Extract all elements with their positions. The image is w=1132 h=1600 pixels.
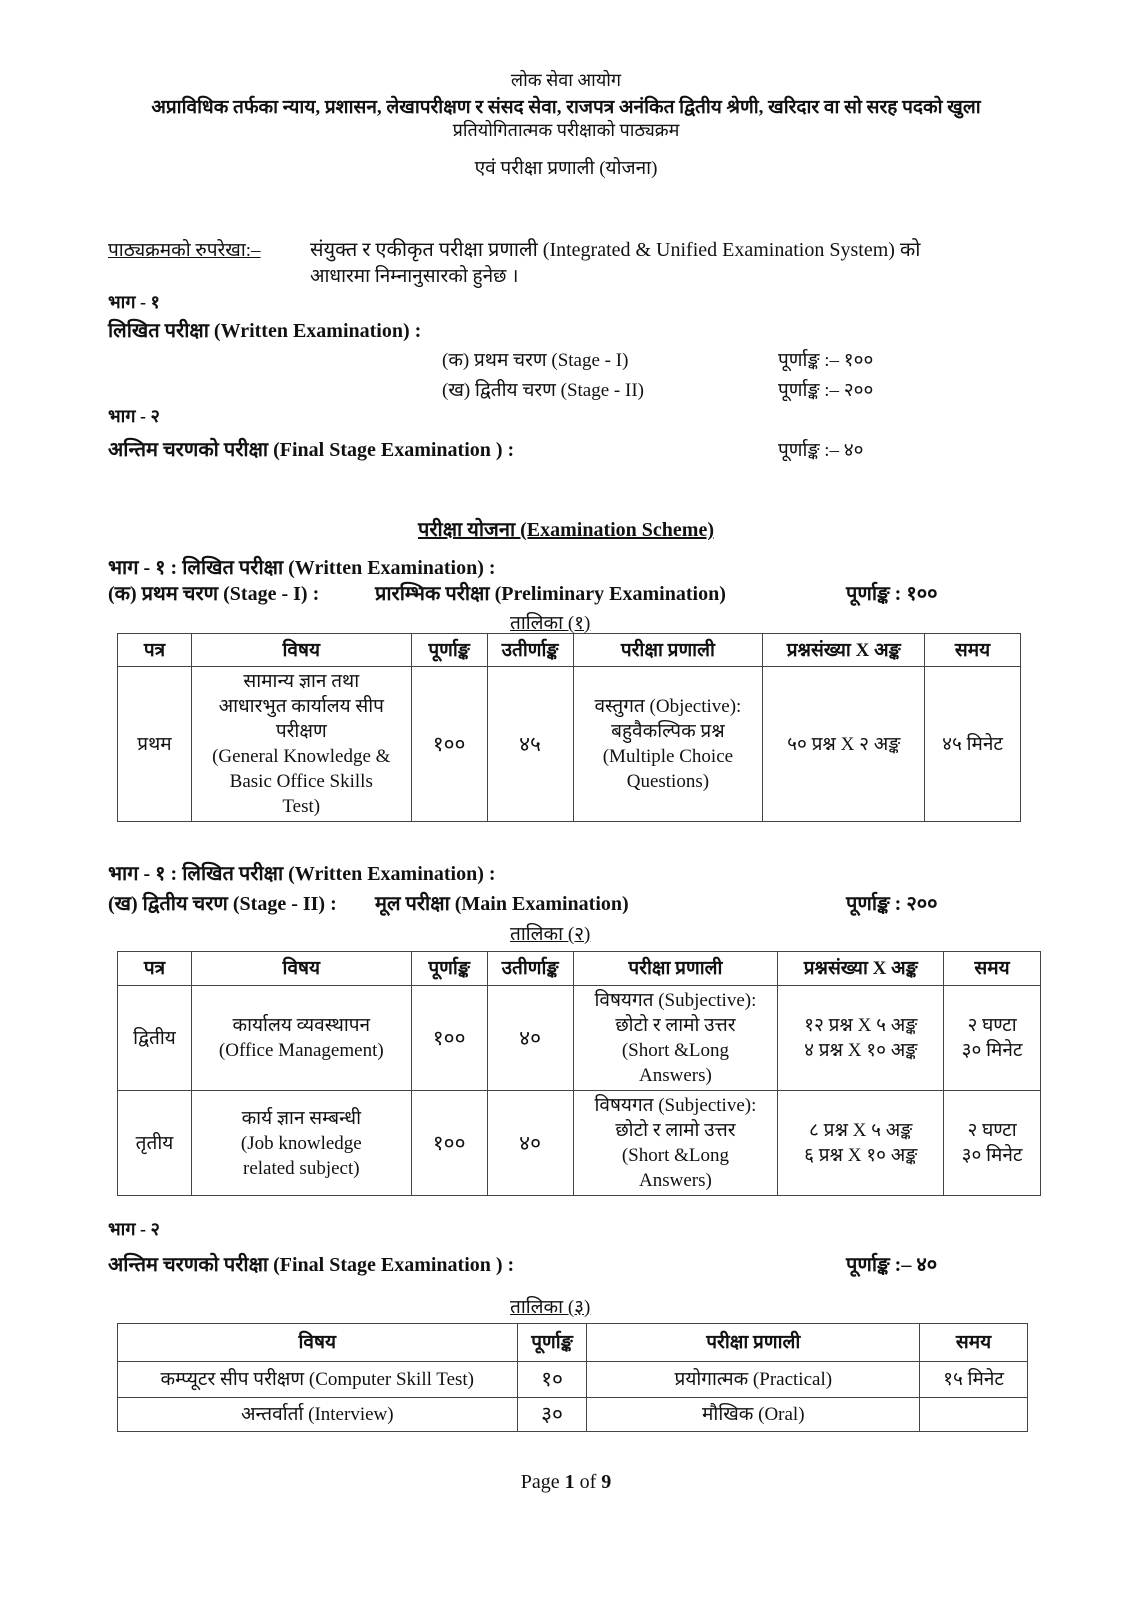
cell-subject bbox=[191, 986, 411, 1091]
cell-pass: ४० bbox=[487, 986, 573, 1091]
system-line: (Multiple Choice bbox=[602, 746, 734, 767]
written-exam-label: लिखित परीक्षा (Written Examination) : bbox=[108, 320, 422, 342]
cell-full: ३० bbox=[517, 1398, 587, 1432]
scheme-1-marks: पूर्णाङ्क : १०० bbox=[846, 583, 938, 605]
table-3-caption: तालिका (३) bbox=[510, 1297, 591, 1318]
cell-pass: ४० bbox=[487, 1091, 573, 1196]
cell-subject: अन्तर्वार्ता (Interview) bbox=[118, 1398, 518, 1432]
table-row bbox=[118, 1398, 1028, 1432]
stage-2-marks: पूर्णाङ्क :– २०० bbox=[778, 380, 874, 401]
system-line: (Short &Long bbox=[621, 1145, 729, 1166]
qmarks-line: ८ प्रश्न X ५ अङ्क bbox=[809, 1120, 913, 1141]
page-footer bbox=[0, 1471, 1132, 1494]
time-line: ३० मिनेट bbox=[961, 1040, 1023, 1061]
table-2 bbox=[117, 951, 1041, 1196]
header-line-3: प्रतियोगितात्मक परीक्षाको पाठ्यक्रम bbox=[452, 120, 680, 140]
th-pass: उतीर्णाङ्क bbox=[487, 634, 573, 667]
cell-full: १०० bbox=[411, 1091, 487, 1196]
th-paper: पत्र bbox=[118, 634, 192, 667]
subject-line: सामान्य ज्ञान तथा bbox=[243, 671, 360, 692]
cell-subject bbox=[191, 1091, 411, 1196]
table-row bbox=[118, 667, 1021, 822]
cell-time bbox=[944, 986, 1041, 1091]
cell-qmarks bbox=[778, 986, 944, 1091]
table-row bbox=[118, 986, 1041, 1091]
th-time: समय bbox=[944, 952, 1041, 986]
th-system: परीक्षा प्रणाली bbox=[573, 952, 778, 986]
cell-qmarks: ५० प्रश्न X २ अङ्क bbox=[763, 667, 925, 822]
table-1-caption: तालिका (१) bbox=[510, 613, 591, 634]
system-line: विषयगत (Subjective): bbox=[594, 1095, 757, 1116]
table-1 bbox=[117, 633, 1021, 822]
scheme-2-heading: भाग - १ : लिखित परीक्षा (Written Examination) : bbox=[108, 863, 496, 885]
subject-line: कार्यालय व्यवस्थापन bbox=[232, 1015, 371, 1036]
cell-time: ४५ मिनेट bbox=[925, 667, 1021, 822]
th-paper: पत्र bbox=[118, 952, 192, 986]
subject-line: कार्य ज्ञान सम्बन्धी bbox=[241, 1107, 362, 1129]
th-system: परीक्षा प्रणाली bbox=[587, 1324, 920, 1362]
scheme-1-stage: (क) प्रथम चरण (Stage - I) : bbox=[108, 583, 320, 605]
outline-text-1: संयुक्त र एकीकृत परीक्षा प्रणाली (Integrated & Unified Examination System) को bbox=[310, 239, 921, 261]
scheme-2-stage: (ख) द्वितीय चरण (Stage - II) : bbox=[108, 893, 337, 915]
subject-line: (General Knowledge & bbox=[212, 746, 391, 767]
scheme-3-marks: पूर्णाङ्क :– ४० bbox=[846, 1254, 938, 1276]
final-exam-label: अन्तिम चरणको परीक्षा (Final Stage Examination ) : bbox=[108, 439, 515, 461]
cell-subject bbox=[191, 667, 411, 822]
system-line: वस्तुगत (Objective): bbox=[594, 696, 742, 717]
cell-subject: कम्प्यूटर सीप परीक्षण (Computer Skill Test) bbox=[118, 1362, 518, 1398]
part-2-heading: भाग - २ bbox=[108, 1219, 160, 1239]
stage-1-marks: पूर्णाङ्क :– १०० bbox=[778, 350, 874, 371]
th-qmarks: प्रश्नसंख्या X अङ्क bbox=[763, 634, 925, 667]
cell-full: १०० bbox=[411, 667, 487, 822]
th-full: पूर्णाङ्क bbox=[517, 1324, 587, 1362]
system-line: छोटो र लामो उत्तर bbox=[615, 1120, 736, 1141]
table-3 bbox=[117, 1323, 1028, 1432]
cell-time: १५ मिनेट bbox=[920, 1362, 1028, 1398]
cell-paper: प्रथम bbox=[118, 667, 192, 822]
time-line: २ घण्टा bbox=[967, 1015, 1017, 1036]
page-number: 1 bbox=[564, 1471, 575, 1493]
part-1-label: भाग - १ bbox=[108, 292, 160, 312]
th-time: समय bbox=[920, 1324, 1028, 1362]
cell-qmarks bbox=[778, 1091, 944, 1196]
table-2-caption: तालिका (२) bbox=[510, 924, 591, 945]
stage-2-label: (ख) द्वितीय चरण (Stage - II) bbox=[442, 380, 644, 401]
header-line-4: एवं परीक्षा प्रणाली (योजना) bbox=[474, 158, 658, 179]
stage-1-label: (क) प्रथम चरण (Stage - I) bbox=[442, 350, 629, 371]
th-subject: विषय bbox=[191, 634, 411, 667]
cell-time bbox=[944, 1091, 1041, 1196]
header-line-2: अप्राविधिक तर्फका न्याय, प्रशासन, लेखापरीक्षण र संसद सेवा, राजपत्र अनंकित द्वितीय श्रेणी, खरिदार वा सो सरह पदको खुला bbox=[151, 97, 981, 118]
time-line: २ घण्टा bbox=[967, 1120, 1017, 1141]
th-subject: विषय bbox=[191, 952, 411, 986]
system-line: Answers) bbox=[639, 1065, 712, 1086]
table-row bbox=[118, 1362, 1028, 1398]
system-line: (Short &Long bbox=[621, 1040, 729, 1061]
cell-system: मौखिक (Oral) bbox=[587, 1398, 920, 1432]
system-line: Questions) bbox=[626, 771, 710, 792]
system-line: विषयगत (Subjective): bbox=[594, 990, 757, 1011]
scheme-1-heading: भाग - १ : लिखित परीक्षा (Written Examination) : bbox=[108, 557, 496, 579]
scheme-title: परीक्षा योजना (Examination Scheme) bbox=[417, 519, 715, 541]
cell-system bbox=[573, 986, 778, 1091]
qmarks-line: १२ प्रश्न X ५ अङ्क bbox=[804, 1015, 918, 1036]
subject-line: (Office Management) bbox=[218, 1040, 384, 1061]
outline-label: पाठ्यक्रमको रुपरेखा:– bbox=[108, 240, 261, 261]
cell-paper: तृतीय bbox=[118, 1091, 192, 1196]
th-full: पूर्णाङ्क bbox=[411, 634, 487, 667]
page-prefix: Page bbox=[520, 1471, 565, 1493]
final-exam-marks: पूर्णाङ्क :– ४० bbox=[778, 440, 864, 461]
cell-paper: द्वितीय bbox=[118, 986, 192, 1091]
cell-system bbox=[573, 667, 763, 822]
cell-full: १०० bbox=[411, 986, 487, 1091]
th-system: परीक्षा प्रणाली bbox=[573, 634, 763, 667]
subject-line: Basic Office Skills bbox=[229, 771, 373, 792]
scheme-3-final: अन्तिम चरणको परीक्षा (Final Stage Examination ) : bbox=[108, 1254, 515, 1276]
outline-text-2: आधारमा निम्नानुसारको हुनेछ । bbox=[310, 266, 519, 287]
subject-line: Test) bbox=[282, 796, 321, 817]
cell-system bbox=[573, 1091, 778, 1196]
th-pass: उतीर्णाङ्क bbox=[487, 952, 573, 986]
table-row bbox=[118, 1091, 1041, 1196]
time-line: ३० मिनेट bbox=[961, 1145, 1023, 1166]
system-line: Answers) bbox=[639, 1170, 712, 1191]
qmarks-line: ४ प्रश्न X १० अङ्क bbox=[804, 1040, 918, 1061]
subject-line: related subject) bbox=[243, 1157, 360, 1179]
th-full: पूर्णाङ्क bbox=[411, 952, 487, 986]
th-time: समय bbox=[925, 634, 1021, 667]
subject-line: (Job knowledge bbox=[240, 1132, 362, 1154]
cell-time bbox=[920, 1398, 1028, 1432]
part-2-label: भाग - २ bbox=[108, 406, 160, 426]
subject-line: परीक्षण bbox=[275, 721, 327, 742]
qmarks-line: ६ प्रश्न X १० अङ्क bbox=[804, 1145, 918, 1166]
system-line: बहुवैकल्पिक प्रश्न bbox=[611, 721, 725, 742]
th-qmarks: प्रश्नसंख्या X अङ्क bbox=[778, 952, 944, 986]
scheme-2-marks: पूर्णाङ्क : २०० bbox=[846, 893, 938, 915]
scheme-1-prelim: प्रारम्भिक परीक्षा (Preliminary Examination) bbox=[375, 583, 726, 605]
cell-pass: ४५ bbox=[487, 667, 573, 822]
cell-system: प्रयोगात्मक (Practical) bbox=[587, 1362, 920, 1398]
page-of: of bbox=[574, 1471, 602, 1493]
th-subject: विषय bbox=[118, 1324, 518, 1362]
subject-line: आधारभुत कार्यालय सीप bbox=[218, 696, 384, 717]
system-line: छोटो र लामो उत्तर bbox=[615, 1015, 736, 1036]
scheme-2-main: मूल परीक्षा (Main Examination) bbox=[375, 893, 629, 915]
page-total: 9 bbox=[601, 1471, 612, 1493]
cell-full: १० bbox=[517, 1362, 587, 1398]
org-title: लोक सेवा आयोग bbox=[510, 70, 622, 90]
